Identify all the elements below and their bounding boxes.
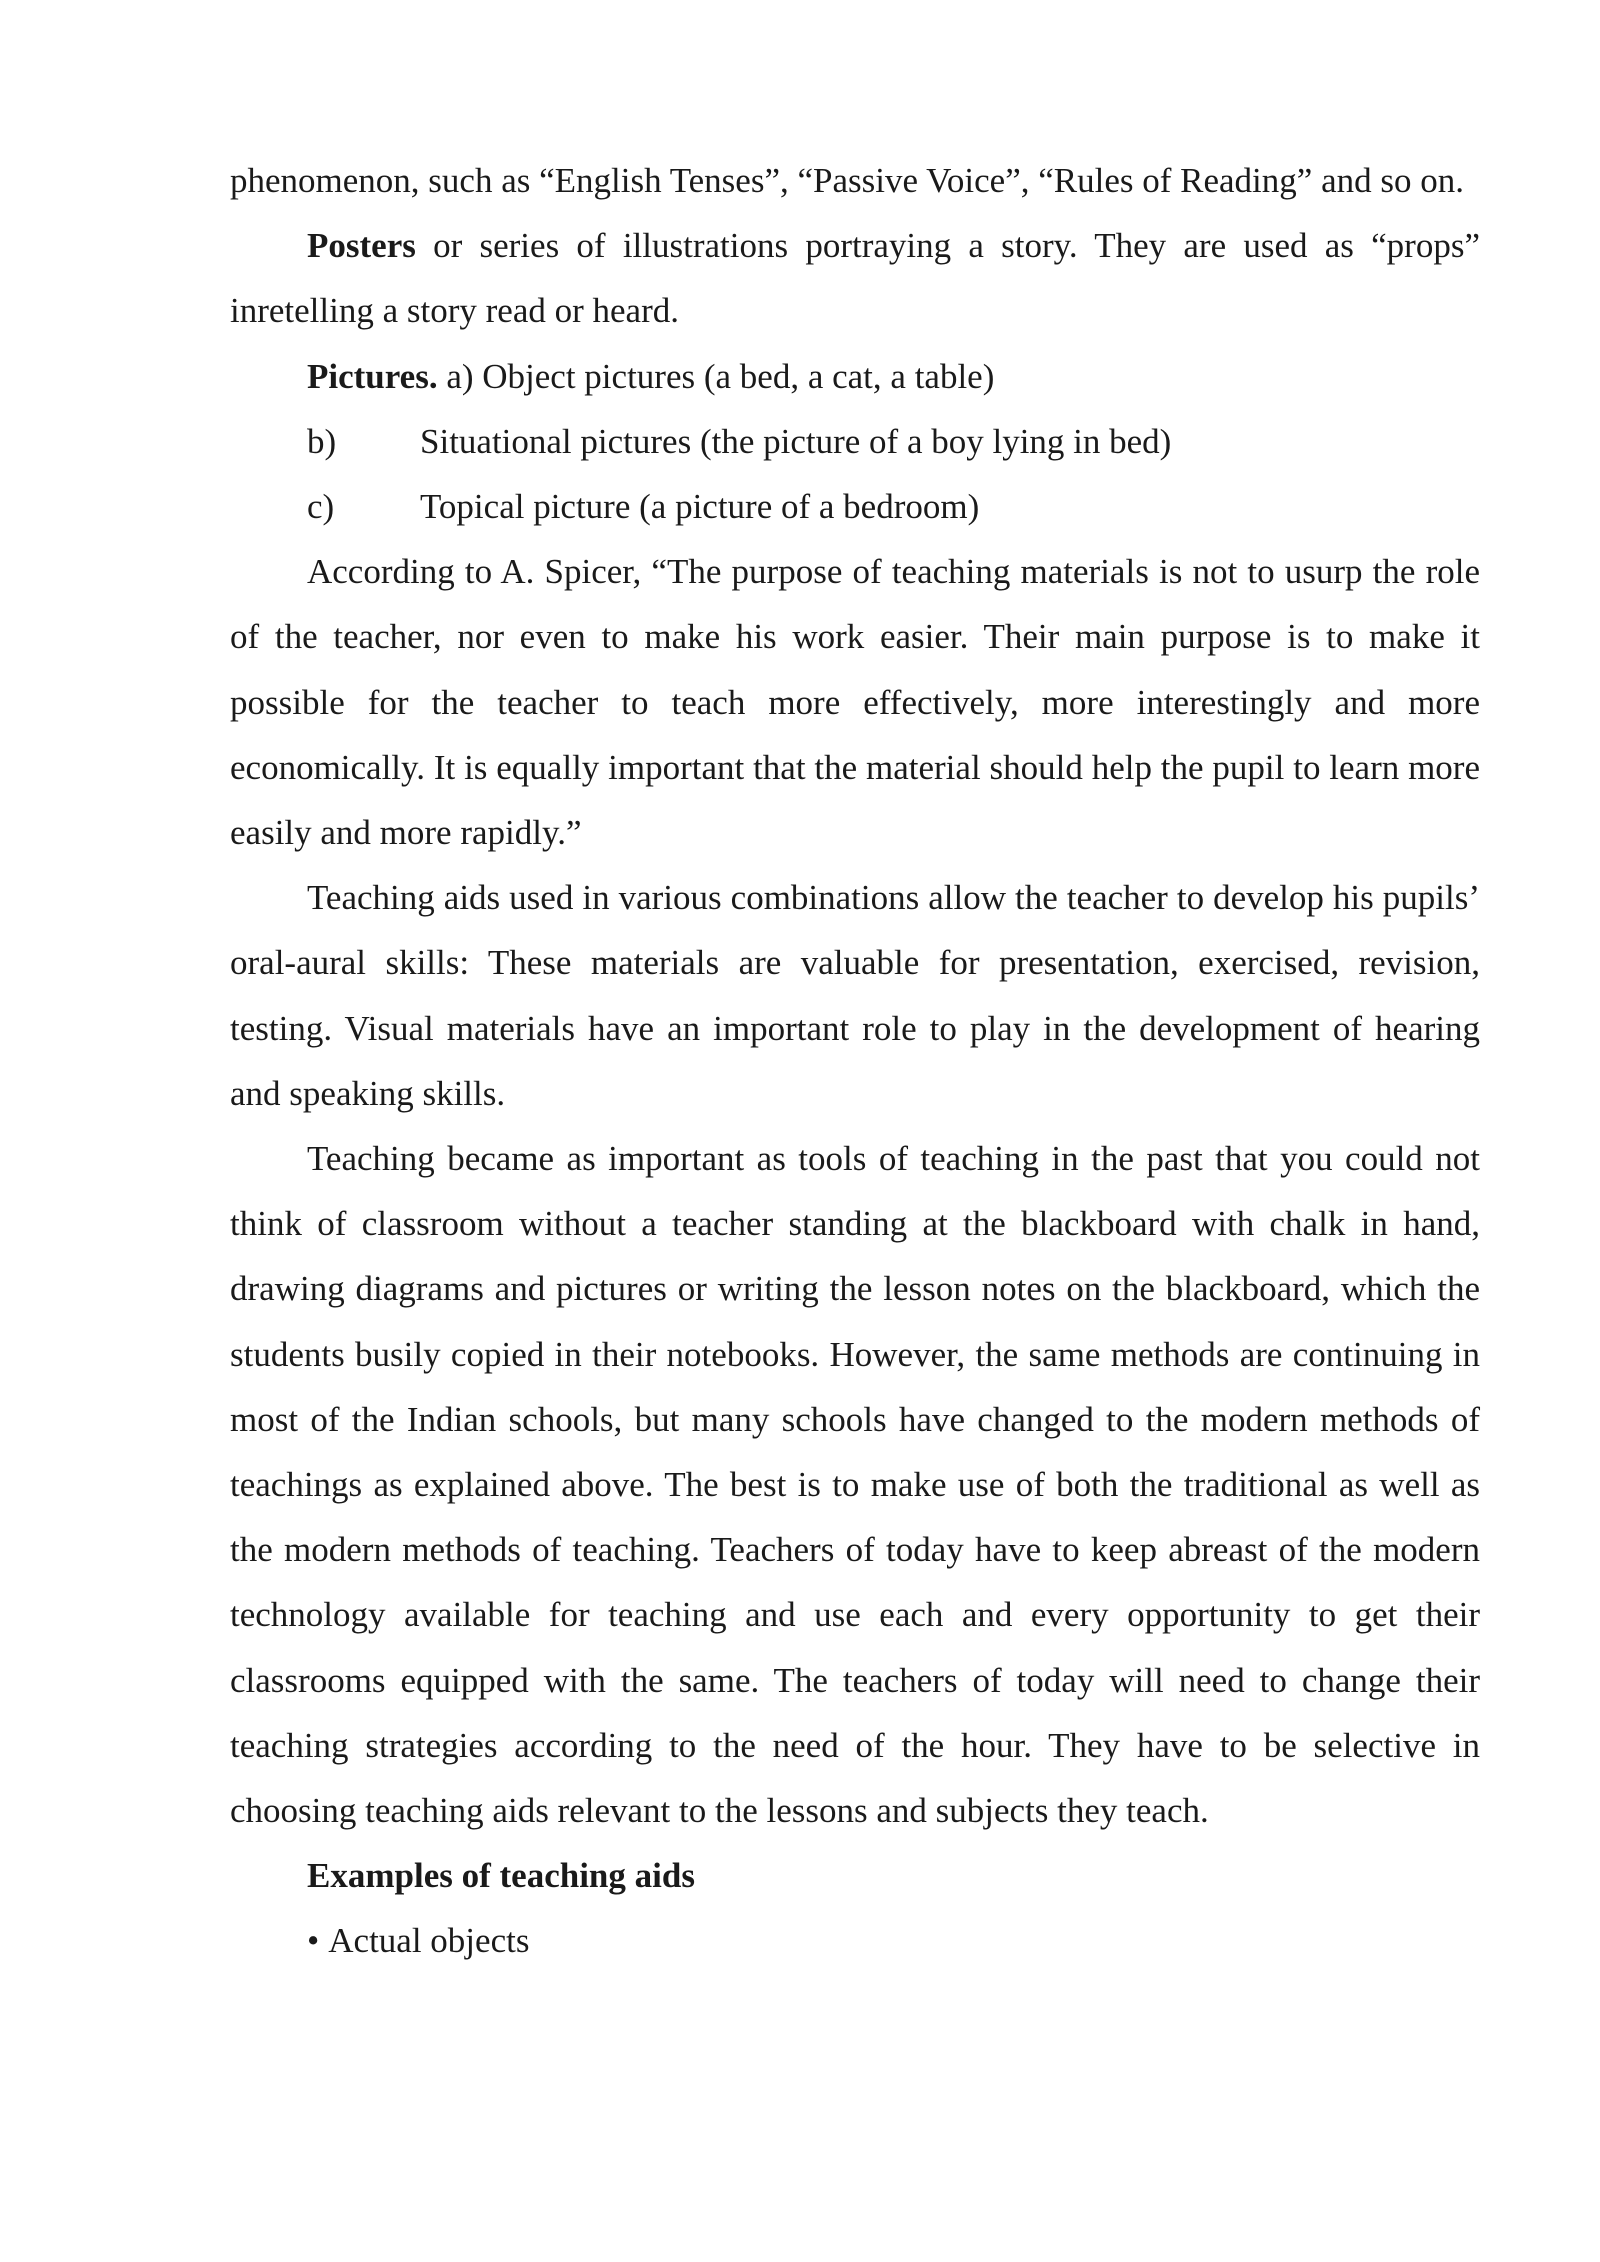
posters-description: or series of illustrations portraying a story. They are used as “props” inretelling a story read or heard. (230, 226, 1480, 331)
list-item-text: Situational pictures (the picture of a boy lying in bed) (420, 421, 1172, 461)
list-item (230, 409, 1480, 474)
list-marker: c) (307, 487, 335, 527)
body-text (230, 148, 1480, 1974)
list-marker: b) (307, 421, 337, 461)
posters-term: Posters (307, 226, 416, 266)
list-item-text: Topical picture (a picture of a bedroom) (420, 487, 980, 527)
paragraph-spicer-quote: According to A. Spicer, “The purpose of teaching materials is not to usurp the role of the teacher, nor even to make his work easier. Their main purpose is to make it possible for the teacher to teach more effectively, more interestingly and more economically. It is equally important that the material should help the pupil to learn more easily and more rapidly.” (230, 552, 1480, 853)
paragraph-posters (230, 213, 1480, 343)
list-item (230, 474, 1480, 539)
pictures-item-a: a) Object pictures (a bed, a cat, a table) (437, 356, 995, 396)
paragraph-teaching-methods: Teaching became as important as tools of teaching in the past that you could not think of classroom without a teacher standing at the blackboard with chalk in hand, drawing diagrams and pictures or writing the lesson notes on the blackboard, which the students busily copied in their notebooks. However, the same methods are continuing in most of the Indian schools, but many schools have changed to the modern methods of teachings as explained above. The best is to make use of both the traditional as well as the modern methods of teaching. Teachers of today have to keep abreast of the modern technology available for teaching and use each and every opportunity to get their classrooms equipped with the same. The teachers of today will need to change their teaching strategies according to the need of the hour. They have to be selective in choosing teaching aids relevant to the lessons and subjects they teach. (230, 1139, 1480, 1831)
bullet-item-text: Actual objects (328, 1921, 530, 1961)
section-heading: Examples of teaching aids (307, 1856, 695, 1896)
bullet-icon: • (307, 1921, 320, 1961)
paragraph-teaching-aids: Teaching aids used in various combinations allow the teacher to develop his pupils’ oral-aural skills: These materials are valuable for presentation, exercised, revision, testing. Visual materials have an important role to play in the development of hearing and speaking skills. (230, 878, 1480, 1113)
paragraph-pictures (230, 344, 1480, 409)
bullet-item (230, 1908, 1480, 1973)
paragraph-phenomenon: phenomenon, such as “English Tenses”, “Passive Voice”, “Rules of Reading” and so on. (230, 161, 1464, 200)
pictures-term: Pictures. (307, 356, 438, 396)
